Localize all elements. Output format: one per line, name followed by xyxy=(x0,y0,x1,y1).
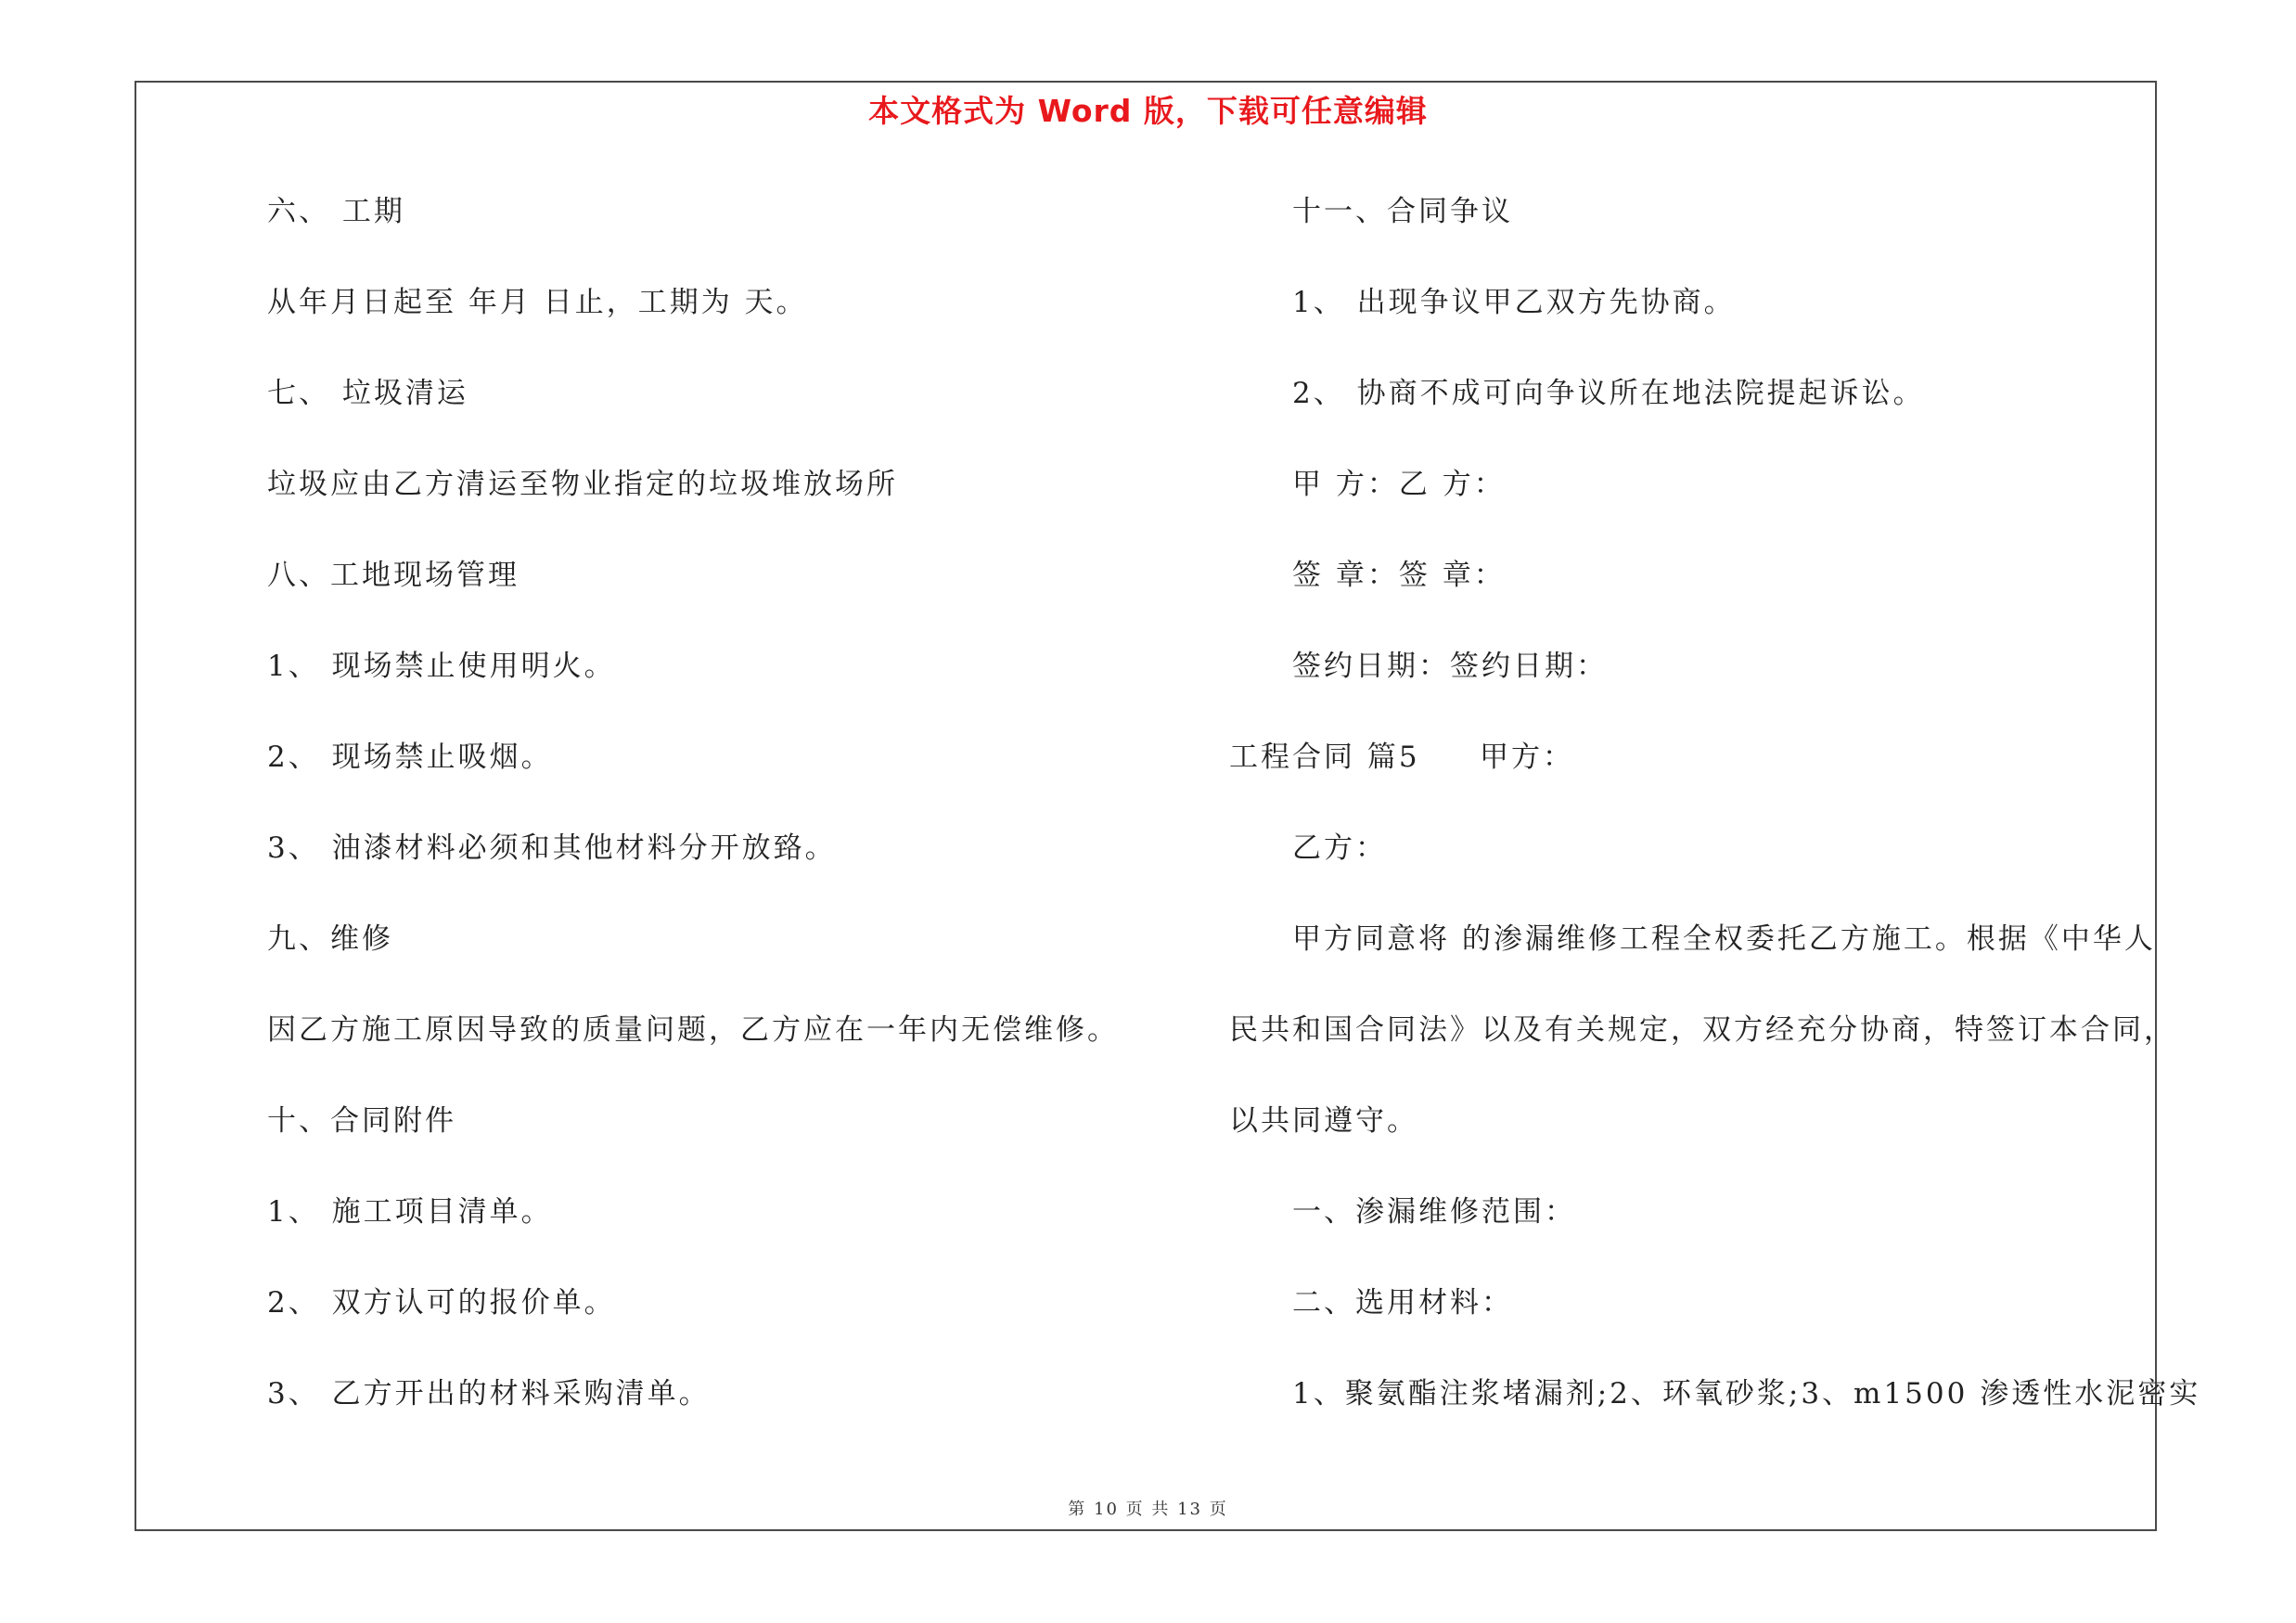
word-format-banner: 本文格式为 Word 版，下载可任意编辑 xyxy=(868,93,1428,129)
section-heading-waste-removal: 七、 垃圾清运 xyxy=(267,377,468,410)
party-labels: 甲 方：乙 方： xyxy=(1292,468,1506,501)
contract-intro-text: 民共和国合同法》以及有关规定，双方经充分协商，特签订本合同， xyxy=(1229,1013,2175,1047)
party-b-label: 乙方： xyxy=(1292,831,1387,865)
section-heading-attachments: 十、合同附件 xyxy=(267,1104,456,1138)
section-heading-disputes: 十一、合同争议 xyxy=(1292,195,1513,228)
page-number-footer: 第 10 页 共 13 页 xyxy=(1068,1500,1228,1519)
site-rule-item: 3、 油漆材料必须和其他材料分开放臵。 xyxy=(267,831,837,865)
section-heading-construction-period: 六、 工期 xyxy=(267,195,405,228)
attachment-item: 2、 双方认可的报价单。 xyxy=(267,1286,616,1320)
site-rule-item: 1、 现场禁止使用明火。 xyxy=(267,650,616,683)
contract-five-heading-line xyxy=(1229,739,1574,776)
dispute-item: 2、 协商不成可向争议所在地法院提起诉讼。 xyxy=(1292,377,1925,410)
maintenance-text: 因乙方施工原因导致的质量问题，乙方应在一年内无偿维修。 xyxy=(267,1013,1119,1047)
site-rule-item: 2、 现场禁止吸烟。 xyxy=(267,741,553,774)
section-heading-site-management: 八、工地现场管理 xyxy=(267,559,519,592)
section-heading-repair-scope: 一、渗漏维修范围： xyxy=(1292,1195,1576,1229)
materials-list-text: 1、聚氨酯注浆堵漏剂;2、环氧砂浆;3、m1500 渗透性水泥密实 xyxy=(1292,1377,2201,1410)
section-heading-materials: 二、选用材料： xyxy=(1292,1286,1513,1320)
construction-period-text: 从年月日起至 年月 日止，工期为 天。 xyxy=(267,286,808,319)
contract-intro-text: 以共同遵守。 xyxy=(1229,1104,1418,1138)
attachment-item: 3、 乙方开出的材料采购清单。 xyxy=(267,1377,711,1410)
attachment-item: 1、 施工项目清单。 xyxy=(267,1195,553,1229)
party-a-label: 甲方： xyxy=(1480,741,1574,774)
waste-removal-text: 垃圾应由乙方清运至物业指定的垃圾堆放场所 xyxy=(267,468,898,501)
section-heading-maintenance: 九、维修 xyxy=(267,922,393,956)
contract-intro-text: 甲方同意将 的渗漏维修工程全权委托乙方施工。根据《中华人 xyxy=(1292,922,2156,956)
seal-labels: 签 章：签 章： xyxy=(1292,559,1506,592)
signing-date-labels: 签约日期：签约日期： xyxy=(1292,650,1608,683)
dispute-item: 1、 出现争议甲乙双方先协商。 xyxy=(1292,286,1736,319)
contract-section-title: 工程合同 篇5 xyxy=(1229,741,1420,774)
